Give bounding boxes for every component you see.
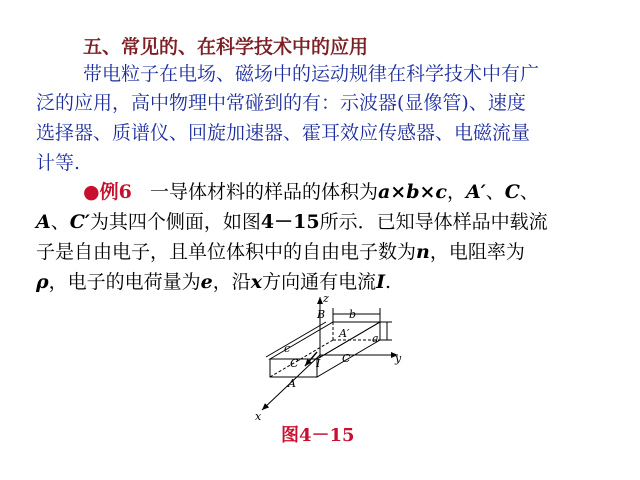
intro-line-4: 计等. — [36, 152, 81, 174]
example-bullet: ● — [83, 181, 100, 203]
figure-ref: 4－15 — [260, 211, 320, 233]
figure-caption: 图4－15 — [281, 425, 355, 446]
example-label: 例6 — [99, 181, 132, 203]
current-label: I — [316, 357, 321, 370]
example-text-4b: ，沿 — [212, 271, 251, 293]
dim-c-label: c — [284, 342, 291, 355]
intro-line-3: 选择器、质谱仪、回旋加速器、霍耳效应传感器、电磁流量 — [36, 122, 531, 144]
face-a-prime: A′ — [466, 181, 486, 203]
example-text-3b: ，电阻率为 — [429, 241, 525, 263]
var-i: I — [376, 271, 385, 293]
y-label: y — [395, 352, 402, 365]
comma: ， — [447, 181, 467, 203]
separator: 、 — [485, 181, 505, 203]
example-text-1: 一导体材料的样品的体积为 — [149, 181, 378, 203]
intro-line-1: 带电粒子在电场、磁场中的运动规律在科学技术中有广 — [83, 63, 540, 85]
face-a: A — [36, 211, 51, 233]
dim-c-line — [266, 322, 326, 357]
example-text-2a: 为其四个侧面，如图 — [89, 211, 261, 233]
face-c: C — [504, 181, 520, 203]
dim-b-label: b — [349, 308, 357, 321]
times-sign: × — [419, 181, 436, 203]
section-heading: 五、常见的、在科学技术中的应用 — [83, 36, 369, 58]
times-sign: × — [390, 181, 407, 203]
face-a-label: A — [288, 377, 296, 390]
z-label: z — [323, 292, 329, 305]
var-a: a — [377, 181, 391, 203]
vertex-b-label: B — [317, 308, 326, 321]
var-b: b — [406, 181, 420, 203]
separator: 、 — [50, 211, 70, 233]
intro-line-2: 泛的应用，高中物理中常碰到的有：示波器(显像管)、速度 — [36, 92, 526, 114]
face-c-prime: C′ — [69, 211, 90, 233]
var-c: c — [435, 181, 447, 203]
face-c-prime-label: C′ — [290, 357, 301, 370]
separator: 、 — [519, 181, 539, 203]
var-e: e — [200, 271, 213, 293]
x-label: x — [255, 410, 262, 423]
var-rho: ρ — [36, 271, 49, 293]
dim-a-label: a — [372, 332, 379, 345]
var-x: x — [250, 271, 263, 293]
var-n: n — [416, 241, 430, 263]
period: . — [385, 271, 392, 293]
example-text-4c: 方向通有电流 — [262, 271, 377, 293]
example-text-3a: 子是自由电子，且单位体积中的自由电子数为 — [36, 241, 417, 263]
face-c-label: C — [342, 352, 351, 365]
example-text-4a: ，电子的电荷量为 — [48, 271, 201, 293]
example-text-2b: 所示．已知导体样品中载流 — [319, 211, 548, 233]
face-a-prime-label: A′ — [339, 327, 350, 340]
